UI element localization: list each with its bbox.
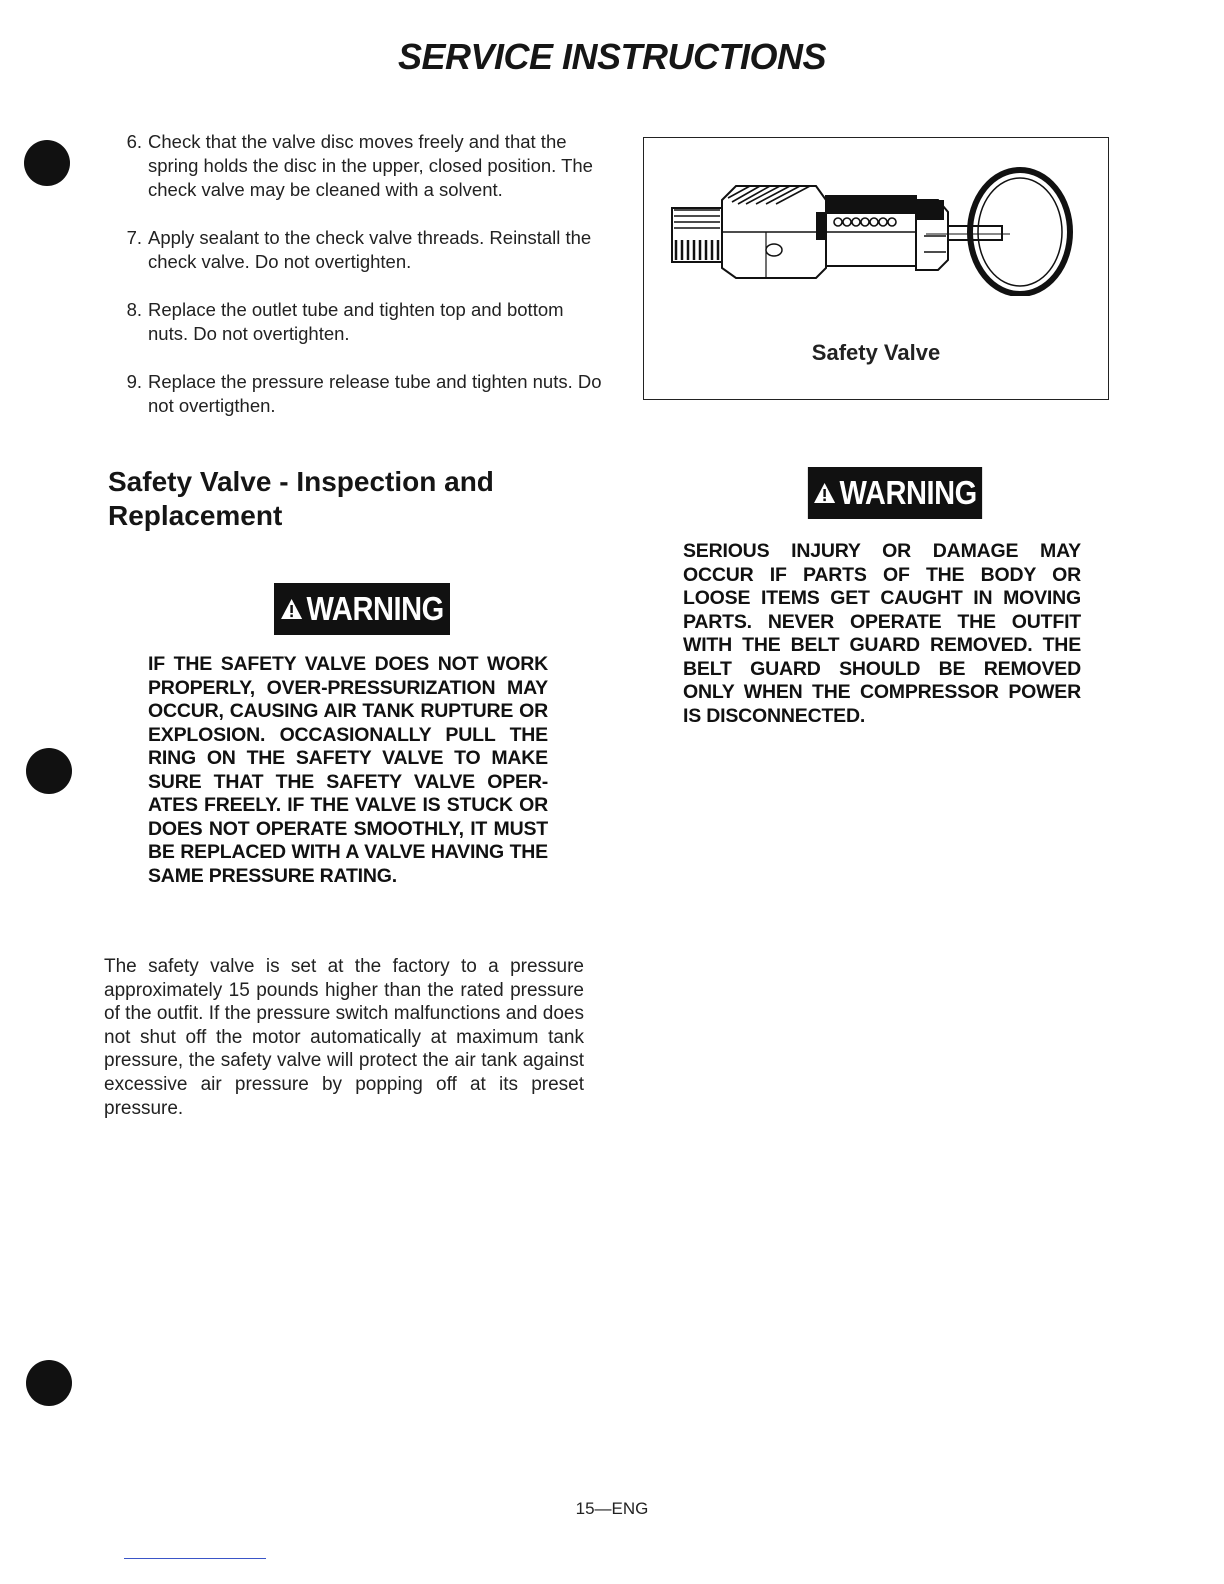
warning-triangle-icon — [813, 481, 836, 505]
page-title: SERVICE INSTRUCTIONS — [397, 36, 827, 77]
step-item — [112, 298, 602, 346]
step-text: Check that the valve disc moves freely and that the spring holds the disc in the upper, closed position. The check valve may be cleaned with a solvent. — [148, 131, 593, 200]
footer-rule — [124, 1558, 266, 1559]
warning-label: WARNING — [839, 474, 977, 511]
step-text: Replace the pressure release tube and tighten nuts. Do not overtigthen. — [148, 371, 602, 416]
page-number: 15—ENG — [575, 1499, 649, 1518]
safety-valve-figure — [643, 137, 1109, 400]
warning-triangle-icon — [280, 597, 303, 621]
binder-hole-top — [24, 140, 70, 186]
step-number: 7. — [126, 227, 142, 248]
step-number: 8. — [126, 299, 142, 320]
warning-text-right: SERIOUS INJURY OR DAMAGE MAY OCCUR IF PARTS OF THE BODY OR LOOSE ITEMS GET CAUGHT IN MOVING PARTS. NEVER OPERATE THE OUTFIT WITH THE BELT GUARD REMOVED. THE BELT GUARD SHOULD BE REMOVED ONLY WHEN THE COMPRESSOR POWER IS DISCONNECTED. — [683, 540, 1081, 727]
body-paragraph: The safety valve is set at the factory to a pressure approximately 15 pounds higher than the rated pressure of the outfit. If the pressure switch malfunctions and does not shut off the motor automatically at maximum tank pressure, the safety valve will protect the air tank against excessive air pressure by popping off at its preset pressure. — [104, 956, 584, 1119]
step-item — [112, 370, 602, 418]
warning-label: WARNING — [306, 590, 444, 627]
binder-hole-middle — [26, 748, 72, 794]
warning-badge-left — [274, 583, 450, 635]
step-item — [112, 226, 602, 274]
binder-hole-bottom — [26, 1360, 72, 1406]
step-number: 6. — [126, 131, 142, 152]
figure-caption: Safety Valve — [811, 340, 941, 365]
section-heading: Safety Valve - Inspection and Replacement — [108, 466, 494, 531]
step-item — [112, 130, 602, 202]
warning-badge-right — [808, 467, 982, 519]
step-number: 9. — [126, 371, 142, 392]
warning-text-left: IF THE SAFETY VALVE DOES NOT WORK PROPERLY, OVER-PRESSURIZATION MAY OCCUR, CAUSING AIR TANK RUPTURE OR EXPLOSION. OCCASIONALLY PULL THE RING ON THE SAFETY VALVE TO MAKE SURE THAT THE SAFETY VALVE OPER-ATES FREELY. IF THE VALVE IS STUCK OR DOES NOT OPERATE SMOOTHLY, IT MUST BE REPLACED WITH A VALVE HAVING THE SAME PRESSURE RATING. — [148, 653, 548, 887]
step-list — [112, 130, 602, 442]
safety-valve-illustration — [666, 156, 1086, 296]
step-text: Replace the outlet tube and tighten top and bottom nuts. Do not overtighten. — [148, 299, 564, 344]
step-text: Apply sealant to the check valve threads. Reinstall the check valve. Do not overtighten. — [148, 227, 592, 272]
